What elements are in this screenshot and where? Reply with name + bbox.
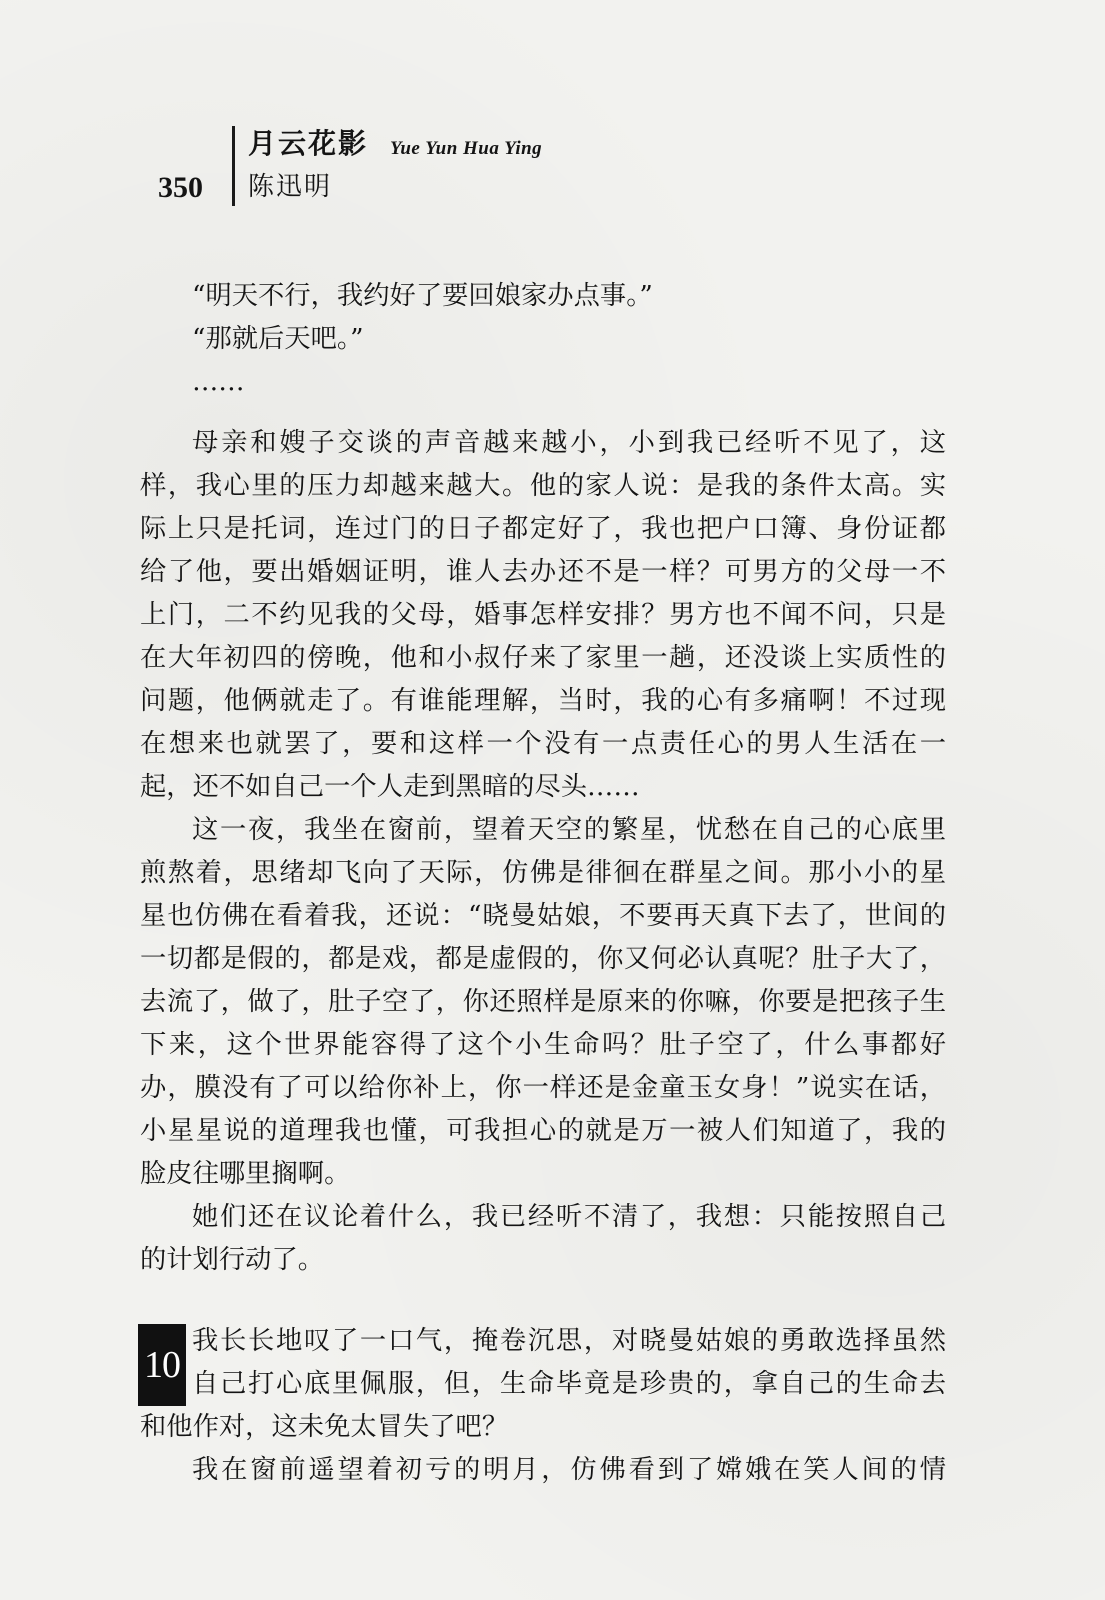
header-divider bbox=[232, 126, 235, 206]
paragraph bbox=[140, 1196, 946, 1282]
text-line: 的计划行动了。 bbox=[140, 1245, 325, 1275]
text-line: 我在窗前遥望着初亏的明月，仿佛看到了嫦娥在笑人间的情 bbox=[192, 1455, 946, 1485]
chapter-number-badge: 10 bbox=[138, 1324, 186, 1406]
text-line: 自己打心底里佩服，但，生命毕竟是珍贵的，拿自己的生命去 bbox=[192, 1369, 946, 1399]
ellipsis-line: …… bbox=[192, 367, 245, 397]
text-line: 给了他，要出婚姻证明，谁人去办还不是一样？可男方的父母一不 bbox=[140, 557, 946, 587]
dialogue-line: “那就后天吧。” bbox=[192, 324, 364, 354]
text-line: 星也仿佛在看着我，还说：“晓曼姑娘，不要再天真下去了，世间的 bbox=[140, 901, 946, 931]
page-number: 350 bbox=[158, 171, 203, 204]
text-line: 小星星说的道理我也懂，可我担心的就是万一被人们知道了，我的 bbox=[140, 1116, 946, 1146]
text-line: 和他作对，这未免太冒失了吧？ bbox=[140, 1412, 509, 1442]
text-line: 上门，二不约见我的父母，婚事怎样安排？男方也不闻不问，只是 bbox=[140, 600, 946, 630]
text-line: 我长长地叹了一口气，掩卷沉思，对晓曼姑娘的勇敢选择虽然 bbox=[192, 1326, 946, 1356]
text-line: 下来，这个世界能容得了这个小生命吗？肚子空了，什么事都好 bbox=[140, 1030, 946, 1060]
text-line: 这一夜，我坐在窗前，望着天空的繁星，忧愁在自己的心底里 bbox=[192, 815, 946, 845]
text-line: 一切都是假的，都是戏，都是虚假的，你又何必认真呢？肚子大了， bbox=[140, 944, 946, 974]
book-title: 月云花影 bbox=[248, 127, 369, 160]
text-line: 去流了，做了，肚子空了，你还照样是原来的你嘛，你要是把孩子生 bbox=[140, 987, 946, 1017]
dialogue-line: “明天不行，我约好了要回娘家办点事。” bbox=[192, 281, 653, 311]
chapter-section bbox=[140, 1320, 946, 1449]
text-line: 煎熬着，思绪却飞向了天际，仿佛是徘徊在群星之间。那小小的星 bbox=[140, 858, 946, 888]
text-line: 她们还在议论着什么，我已经听不清了，我想：只能按照自己 bbox=[192, 1202, 946, 1232]
text-line: 在想来也就罢了，要和这样一个没有一点责任心的男人生活在一 bbox=[140, 729, 946, 759]
paragraph bbox=[140, 1449, 946, 1492]
text-line: 问题，他俩就走了。有谁能理解，当时，我的心有多痛啊！不过现 bbox=[140, 686, 946, 716]
text-line: 际上只是托词，连过门的日子都定好了，我也把户口簿、身份证都 bbox=[140, 514, 946, 544]
text-line: 办，膜没有了可以给你补上，你一样还是金童玉女身！”说实在话， bbox=[140, 1073, 946, 1103]
body-text bbox=[140, 275, 946, 1492]
paragraph bbox=[140, 422, 946, 809]
text-line: 脸皮往哪里搁啊。 bbox=[140, 1159, 351, 1189]
author-name: 陈迅明 bbox=[248, 172, 333, 202]
book-title-pinyin: Yue Yun Hua Ying bbox=[390, 138, 543, 159]
text-line: 在大年初四的傍晚，他和小叔仔来了家里一趟，还没谈上实质性的 bbox=[140, 643, 946, 673]
text-line: 母亲和嫂子交谈的声音越来越小，小到我已经听不见了，这 bbox=[192, 428, 946, 458]
paragraph bbox=[140, 809, 946, 1196]
text-line: 样，我心里的压力却越来越大。他的家人说：是我的条件太高。实 bbox=[140, 471, 946, 501]
text-line: 起，还不如自己一个人走到黑暗的尽头…… bbox=[140, 772, 640, 802]
